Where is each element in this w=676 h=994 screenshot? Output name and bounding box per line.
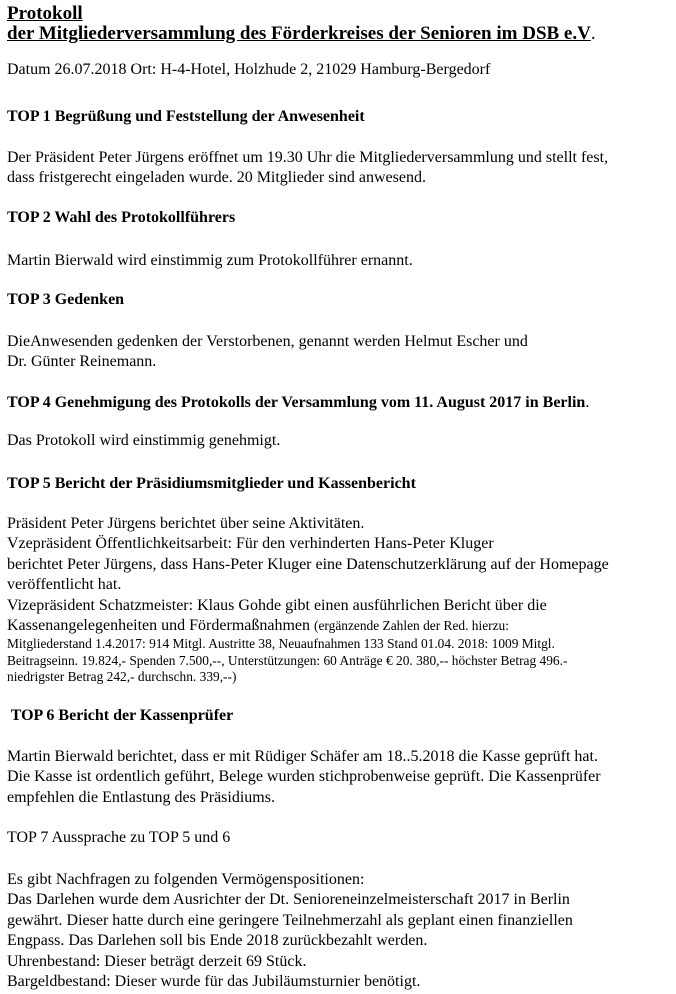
body-line: Der Präsident Peter Jürgens eröffnet um 19.30 Uhr die Mitgliederversammlung und stellt fest, <box>7 149 609 166</box>
body-line: Uhrenbestand: Dieser beträgt derzeit 69 Stück. <box>7 952 307 970</box>
body-line: Die Kasse ist ordentlich geführt, Belege wurden stichprobenweise geprüft. Die Kassenprüfer <box>7 768 601 786</box>
body-line: Martin Bierwald berichtet, dass er mit Rüdiger Schäfer am 18..5.2018 die Kasse geprüft hat. <box>7 748 598 765</box>
document-title <box>7 2 596 43</box>
body-line: Vizepräsident Schatzmeister: Klaus Gohde gibt einen ausführlichen Bericht über die <box>7 596 547 614</box>
top5-heading: TOP 5 Bericht der Präsidiumsmitglieder und Kassenbericht <box>7 475 416 492</box>
note-line: Beitragseinn. 19.824,- Spenden 7.500,--, Unterstützungen: 60 Anträge € 20. 380,-- höchster Betrag 496.- <box>7 652 568 668</box>
note-start: (ergänzende Zahlen der Red. hierzu: <box>314 617 509 633</box>
body-line: Präsident Peter Jürgens berichtet über seine Aktivitäten. <box>7 515 365 532</box>
top6-body <box>7 747 601 808</box>
top3-body <box>7 332 528 373</box>
note-line: Mitgliederstand 1.4.2017: 914 Mitgl. Austritte 38, Neuaufnahmen 133 Stand 01.04. 2018: 1009 Mitgl. <box>7 636 555 652</box>
body-line: Engpass. Das Darlehen soll bis Ende 2018 zurückbezahlt werden. <box>7 932 428 950</box>
meeting-meta: Datum 26.07.2018 Ort: H-4-Hotel, Holzhude 2, 21029 Hamburg-Bergedorf <box>7 61 491 78</box>
top1-heading: TOP 1 Begrüßung und Feststellung der Anwesenheit <box>7 108 365 125</box>
top6-heading: TOP 6 Bericht der Kassenprüfer <box>7 707 234 724</box>
top1-body <box>7 148 608 189</box>
body-line: veröffentlicht hat. <box>7 576 122 594</box>
top7-body <box>7 870 573 992</box>
body-line: Bargeldbestand: Dieser wurde für das Jubiläumsturnier benötigt. <box>7 972 421 990</box>
top4-heading-dot: . <box>585 394 590 411</box>
body-line: Das Darlehen wurde dem Ausrichter der Dt. Senioreneinzelmeisterschaft 2017 in Berlin <box>7 891 570 909</box>
top2-heading: TOP 2 Wahl des Protokollführers <box>7 209 236 226</box>
top4-heading: TOP 4 Genehmigung des Protokolls der Versammlung vom 11. August 2017 in Berlin <box>7 394 586 411</box>
body-line: Kassenangelegenheiten und Fördermaßnahmen <box>7 616 315 634</box>
title-dot: . <box>590 23 596 45</box>
body-line: Vzepräsident Öffentlichkeitsarbeit: Für den verhinderten Hans-Peter Kluger <box>7 535 494 553</box>
body-line: gewährt. Dieser hatte durch eine geringere Teilnehmerzahl als geplant einen finanziellen <box>7 911 573 929</box>
body-line: Es gibt Nachfragen zu folgenden Vermögenspositionen: <box>7 871 365 888</box>
body-line: Das Protokoll wird einstimmig genehmigt. <box>7 432 281 449</box>
body-line: Martin Bierwald wird einstimmig zum Protokollführer ernannt. <box>7 252 413 269</box>
body-line: berichtet Peter Jürgens, dass Hans-Peter Kluger eine Datenschutzerklärung auf der Homepage <box>7 555 609 573</box>
title-line-1: Protokoll <box>7 3 83 24</box>
body-line: empfehlen die Entlastung des Präsidiums. <box>7 788 275 806</box>
top3-heading: TOP 3 Gedenken <box>7 291 125 308</box>
title-line-2: der Mitgliederversammlung des Förderkreises der Senioren im DSB e.V <box>7 23 591 45</box>
note-line: niedrigster Betrag 242,- durchschn. 339,--) <box>7 668 237 684</box>
top7-heading: TOP 7 Aussprache zu TOP 5 und 6 <box>7 829 231 846</box>
top5-body <box>7 514 609 685</box>
body-line: Dr. Günter Reinemann. <box>7 353 157 371</box>
body-line: dass fristgerecht eingeladen wurde. 20 Mitglieder sind anwesend. <box>7 169 426 187</box>
body-line: DieAnwesenden gedenken der Verstorbenen, genannt werden Helmut Escher und <box>7 333 528 350</box>
